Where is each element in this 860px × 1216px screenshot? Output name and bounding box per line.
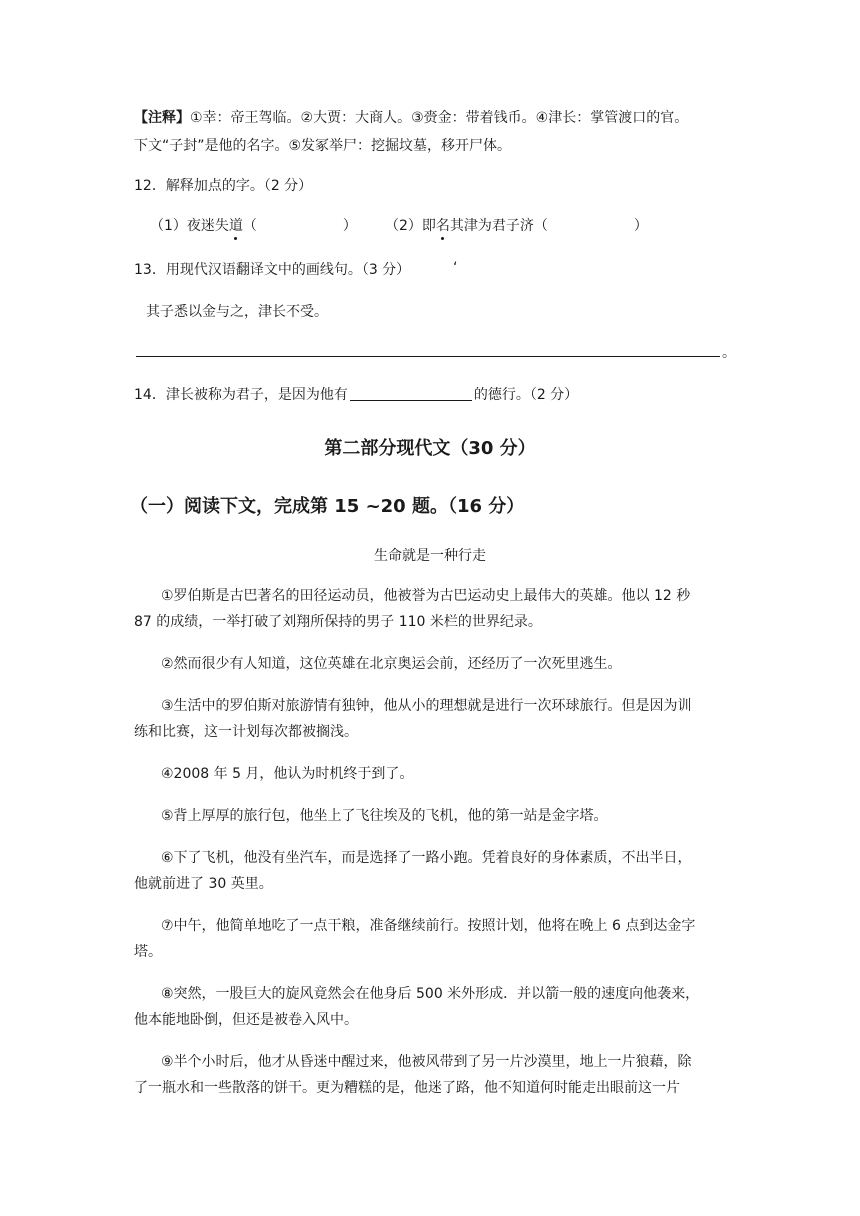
q12-item1-open-paren: （ [242, 218, 257, 234]
dotted-character: 道 [228, 218, 243, 234]
paragraph-7-line-1: ⑦中午，他简单地吃了一点干粮，准备继续前行。按照计划，他将在晚上 6 点到达金字 [161, 918, 696, 934]
article-title: 生命就是一种行走 [374, 548, 486, 564]
paragraph-8-line-2: 他本能地卧倒，但还是被卷入风中。 [134, 1012, 358, 1028]
q12-item2-text: （2）即 [385, 218, 436, 234]
answer-line[interactable] [136, 356, 720, 357]
paragraph-9-line-2: 了一瓶水和一些散落的饼干。更为糟糕的是，他迷了路，他不知道何时能走出眼前这一片 [134, 1080, 680, 1096]
paragraph-3-line-1: ③生活中的罗伯斯对旅游情有独钟，他从小的理想就是进行一次环球旅行。但是因为训 [161, 698, 692, 714]
paragraph-8-line-1: ⑧突然，一股巨大的旋风竟然会在他身后 500 米外形成．并以箭一般的速度向他袭来， [161, 986, 700, 1002]
annotation-label: 【注释】 [134, 110, 190, 126]
section-1-heading: （一）阅读下文，完成第 15 ~20 题。（16 分） [130, 496, 525, 517]
q12-item1-close-paren: ） [342, 218, 357, 234]
stray-quote-mark: ‘ [453, 260, 458, 276]
annotation-text-1: ①幸：帝王驾临。②大贾：大商人。③赍金：带着钱币。④津长：掌管渡口的官。 [190, 110, 689, 126]
q12-item2-text-post: 其津为君子济（ [449, 218, 548, 234]
paragraph-5: ⑤背上厚厚的旅行包，他坐上了飞往埃及的飞机，他的第一站是金字塔。 [161, 808, 608, 824]
question-12-stem: 12．解释加点的字。（2 分） [134, 178, 313, 194]
annotation-line-2: 下文“子封”是他的名字。⑤发冢举尸：挖掘坟墓，移开尸体。 [134, 138, 512, 154]
paragraph-7-line-2: 塔。 [134, 944, 162, 960]
q12-item1-text: （1）夜迷失 [150, 218, 229, 234]
annotation-line-1 [134, 108, 688, 128]
part-2-heading: 第二部分现代文（30 分） [324, 438, 536, 459]
question-14 [134, 384, 578, 405]
paragraph-2: ②然而很少有人知道，这位英雄在北京奥运会前，还经历了一次死里逃生。 [161, 656, 622, 672]
paragraph-1-line-2: 87 的成绩，一举打破了刘翔所保持的男子 110 米栏的世界纪录。 [134, 614, 542, 630]
question-13-stem: 13．用现代汉语翻译文中的画线句。（3 分） [134, 262, 411, 278]
question-12-item-2 [385, 216, 648, 236]
dotted-character: 名 [435, 218, 450, 234]
paragraph-1-line-1: ①罗伯斯是古巴著名的田径运动员，他被誉为古巴运动史上最伟大的英雄。他以 12 秒 [161, 588, 691, 604]
question-12-item-1 [150, 216, 357, 236]
answer-blank[interactable] [350, 384, 472, 401]
q14-text-post: 的德行。（2 分） [473, 387, 579, 403]
answer-line-end-mark: 。 [722, 345, 736, 361]
question-13-sentence: 其子悉以金与之，津长不受。 [146, 304, 328, 320]
paragraph-4: ④2008 年 5 月，他认为时机终于到了。 [161, 766, 414, 782]
q12-item2-close-paren: ） [633, 218, 648, 234]
paragraph-3-line-2: 练和比赛，这一计划每次都被搁浅。 [134, 724, 358, 740]
paragraph-6-line-1: ⑥下了飞机，他没有坐汽车，而是选择了一路小跑。凭着良好的身体素质，不出半日， [161, 850, 692, 866]
paragraph-6-line-2: 他就前进了 30 英里。 [134, 876, 273, 892]
q14-text-pre: 14．津长被称为君子，是因为他有 [134, 387, 348, 403]
paragraph-9-line-1: ⑨半个小时后，他才从昏迷中醒过来，他被风带到了另一片沙漠里，地上一片狼藉，除 [161, 1054, 692, 1070]
